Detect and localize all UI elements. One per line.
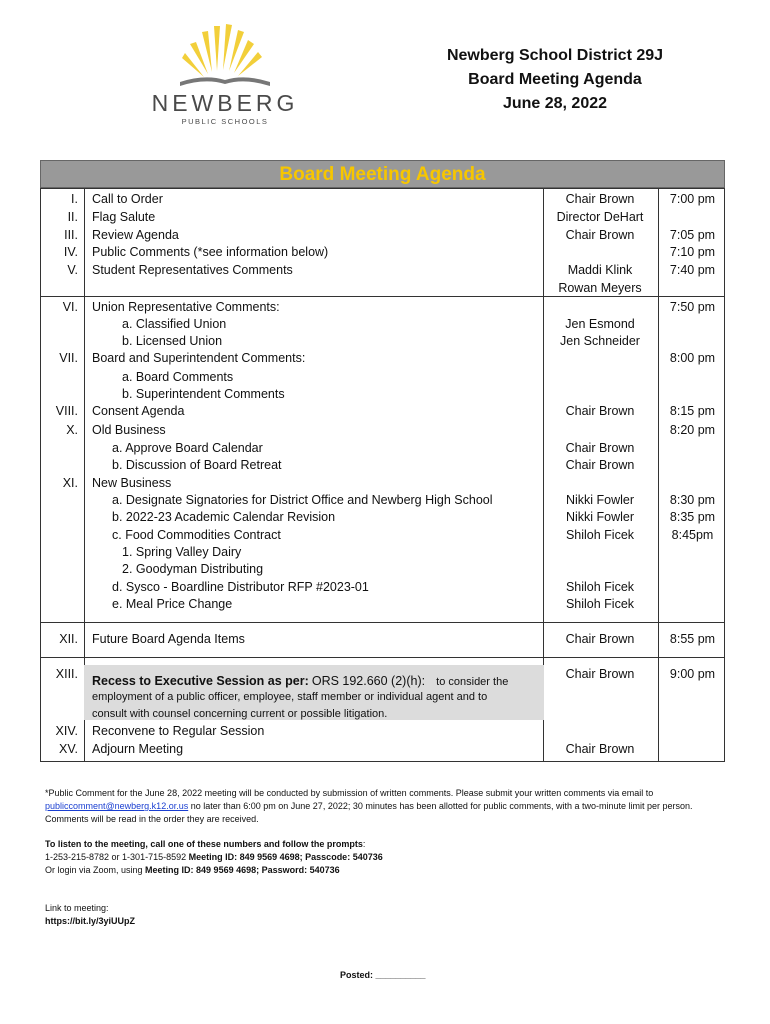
item-title: 1. Spring Valley Dairy [122,545,242,559]
item-number: VIII. [55,404,78,418]
table-row [40,279,725,297]
item-presenter: Shiloh Ficek [565,528,635,542]
table-row [40,349,725,367]
item-presenter: Chair Brown [565,742,635,756]
item-number: XIV. [55,724,78,738]
item-title: a. Classified Union [122,317,227,331]
item-presenter: Chair Brown [565,667,635,681]
item-presenter: Director DeHart [556,210,644,224]
item-time: 8:15 pm [669,404,716,418]
item-time: 8:20 pm [669,423,716,437]
meeting-link[interactable]: https://bit.ly/3yiUUpZ [45,916,135,926]
meeting-id-phone: Meeting ID: 849 9569 4698; Passcode: 540736 [188,852,383,862]
item-number: XIII. [55,667,78,681]
recess-text-1: to consider the [436,676,509,688]
item-time: 8:00 pm [669,351,716,365]
table-row [40,298,725,316]
item-time: 8:55 pm [669,632,716,646]
public-comment-text-2: no later than 6:00 pm on June 27, 2022; 30 minutes has been allotted for public comments, with a two-minute limit per person. [188,801,693,811]
item-number: XV. [58,742,78,756]
item-time: 8:30 pm [669,493,716,507]
item-title: b. Licensed Union [122,334,223,348]
item-presenter: Rowan Meyers [558,281,642,295]
recess-line-3 [40,705,725,723]
item-presenter: Chair Brown [565,404,635,418]
document-title: Board Meeting Agenda [468,71,642,88]
table-row [40,491,725,509]
table-row [40,439,725,457]
item-presenter: Chair Brown [565,441,635,455]
item-presenter: Chair Brown [565,228,635,242]
table-row [40,526,725,544]
item-number: XI. [62,476,78,490]
link-label: Link to meeting: [45,903,109,913]
row-divider [40,622,725,623]
meeting-id-zoom: Meeting ID: 849 9569 4698; Password: 540736 [145,865,340,875]
item-presenter: Chair Brown [565,632,635,646]
agenda-title-band: Board Meeting Agenda [40,160,725,188]
item-presenter: Nikki Fowler [565,493,635,507]
item-presenter: Shiloh Ficek [565,580,635,594]
item-time: 7:05 pm [669,228,716,242]
item-time: 7:10 pm [669,245,716,259]
table-row [40,722,725,740]
item-title: a. Designate Signatories for District Office and Newberg High School [112,493,493,507]
recess-title: Recess to Executive Session as per: [92,674,309,688]
item-time: 8:35 pm [669,510,716,524]
listen-colon: : [362,839,366,849]
item-number: VII. [59,351,78,365]
item-presenter: Chair Brown [565,192,635,206]
item-title: b. 2022-23 Academic Calendar Revision [112,510,336,524]
posted-line: Posted: __________ [340,970,426,980]
document-header [400,44,710,116]
table-row [40,385,725,403]
item-title: Call to Order [92,192,163,206]
item-title: Adjourn Meeting [92,742,184,756]
table-row [40,368,725,386]
item-time: 8:45pm [671,528,714,542]
item-title: d. Sysco - Boardline Distributor RFP #2023-01 [112,580,369,594]
item-presenter: Nikki Fowler [565,510,635,524]
item-number: IV. [63,245,78,259]
table-row [40,208,725,226]
recess-line-2 [40,688,725,706]
sunburst-book-icon [150,22,300,92]
recess-text-3: consult with counsel concerning current or possible litigation. [92,708,388,720]
item-title: c. Food Commodities Contract [112,528,281,542]
item-title: New Business [92,476,172,490]
table-row [40,740,725,758]
item-title: Flag Salute [92,210,156,224]
district-name: Newberg School District 29J [446,47,664,64]
item-title: 2. Goodyman Distributing [122,562,264,576]
zoom-prefix: Or login via Zoom, using [45,865,146,875]
table-row [40,226,725,244]
table-row [40,315,725,333]
item-presenter: Shiloh Ficek [565,597,635,611]
meeting-date: June 28, 2022 [502,95,608,112]
meeting-link-block [45,902,735,928]
item-title: Future Board Agenda Items [92,632,245,646]
phone-numbers: 1-253-215-8782 or 1-301-715-8592 [45,852,189,862]
item-number: III. [64,228,78,242]
item-number: V. [67,263,78,277]
recess-statute: ORS 192.660 (2)(h): [311,674,426,688]
item-title: Union Representative Comments: [92,300,280,314]
public-comment-email-link[interactable]: publiccomment@newberg.k12.or.us [45,801,189,811]
public-comment-note [45,787,735,826]
item-time: 7:40 pm [669,263,716,277]
item-title: Review Agenda [92,228,179,242]
table-row [40,630,725,648]
item-number: X. [66,423,78,437]
listen-heading: To listen to the meeting, call one of these numbers and follow the prompts [45,839,363,849]
item-number: VI. [62,300,78,314]
public-comment-text-1: *Public Comment for the June 28, 2022 meeting will be conducted by submission of written comments. Please submit your written comments via email to [45,788,654,798]
logo-subtitle: PUBLIC SCHOOLS [181,117,269,126]
item-title: b. Superintendent Comments [122,387,285,401]
item-number: II. [67,210,78,224]
public-comment-text-3: Comments will be read in the order they are received. [45,814,259,824]
listen-instructions [45,838,735,877]
item-title: a. Approve Board Calendar [112,441,263,455]
item-presenter: Jen Esmond [565,317,635,331]
table-row [40,543,725,561]
item-title: Old Business [92,423,166,437]
table-row [40,332,725,350]
table-row [40,190,725,208]
table-row [40,578,725,596]
item-title: Public Comments (*see information below) [92,245,329,259]
item-time: 9:00 pm [669,667,716,681]
item-time: 7:00 pm [669,192,716,206]
table-row [40,402,725,420]
item-presenter: Chair Brown [565,458,635,472]
table-row [40,508,725,526]
table-row [40,456,725,474]
table-row [40,261,725,279]
logo-wordmark: NEWBERG [151,90,299,116]
item-title: a. Board Comments [122,370,234,384]
item-title: Consent Agenda [92,404,185,418]
item-title: e. Meal Price Change [112,597,233,611]
item-time: 7:50 pm [669,300,716,314]
item-title: Student Representatives Comments [92,263,293,277]
item-presenter: Jen Schneider [560,334,640,348]
item-title: Board and Superintendent Comments: [92,351,306,365]
table-row [40,560,725,578]
recess-text-2: employment of a public officer, employee, staff member or individual agent and to [92,691,488,703]
table-row [40,595,725,613]
item-number: XII. [59,632,78,646]
table-row [40,243,725,261]
table-row [40,421,725,439]
item-title: b. Discussion of Board Retreat [112,458,282,472]
item-number: I. [71,192,78,206]
row-divider [40,657,725,658]
item-presenter: Maddi Klink [567,263,633,277]
district-logo [150,22,300,132]
table-row [40,474,725,492]
item-title: Reconvene to Regular Session [92,724,265,738]
